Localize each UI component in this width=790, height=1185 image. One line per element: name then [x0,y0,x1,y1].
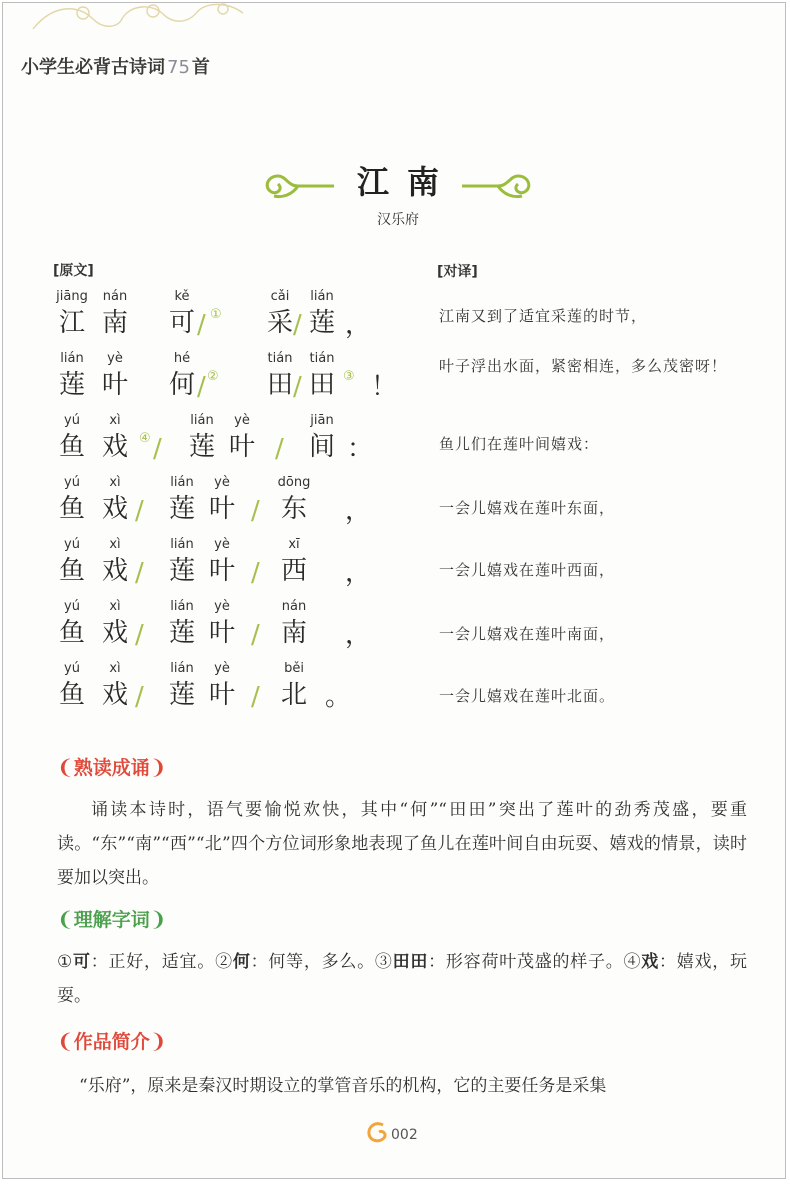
hanzi: 江 [58,308,85,338]
pinyin: yè [214,537,230,552]
translation-line: 鱼儿们在莲叶间嬉戏： [439,435,600,453]
vocab-number: ② [215,952,233,972]
poem-char [98,474,132,526]
hanzi: 戏 [101,556,128,586]
translation-line: 一会儿嬉戏在莲叶南面， [439,625,616,643]
vocab-number: ④ [623,952,642,972]
pinyin: běi [284,661,304,676]
pinyin: lián [310,289,334,304]
left-bracket-icon: ❨ [57,1029,74,1053]
pinyin: hé [173,351,191,366]
poem-char [263,350,297,402]
rhythm-separator: / [197,310,206,340]
hanzi: 叶 [208,618,235,648]
poem-line [55,288,405,350]
poem-line [55,660,405,722]
pinyin: yè [234,413,250,428]
hanzi: 西 [280,556,307,586]
page [2,2,786,1179]
translation-line: 江南又到了适宜采莲的时节， [439,307,648,325]
heading-vocab-text: 理解字词 [73,909,150,931]
vocab-definition: ：正好，适宜。 [90,952,216,972]
poem-char [98,660,132,712]
poem-char [55,598,89,650]
poem-char [225,412,259,464]
right-bracket-icon: ❩ [149,1029,167,1053]
corner-ornament [23,2,253,39]
hanzi: 采 [266,308,293,338]
hanzi: 戏 [101,680,128,710]
poem-char [165,536,199,588]
book-number: 75 [167,57,190,78]
translation-line: 叶子浮出水面，紧密相连，多么茂密呀！ [439,357,728,375]
poem-char [305,412,339,464]
poem-char [55,350,89,402]
hanzi: 叶 [101,370,128,400]
hanzi: 莲 [188,432,215,462]
vocab-word: 戏 [641,952,660,972]
vocab-definition: ：嬉戏，玩耍。 [57,952,748,1006]
pinyin: lián [170,475,194,490]
poem-char [165,660,199,712]
translation-line: 一会儿嬉戏在莲叶北面。 [439,687,616,705]
book-suffix: 首 [191,57,210,78]
heading-reading [57,753,167,780]
pinyin: lián [190,413,214,428]
poem-punctuation: ， [345,310,372,340]
pinyin: jiān [310,413,334,428]
translation-line: 一会儿嬉戏在莲叶东面， [439,499,616,517]
vocab-word: 何 [232,952,251,972]
pinyin: tián [267,351,293,366]
poem-char [98,288,132,340]
poem-char [55,474,89,526]
rhythm-separator: / [153,434,162,464]
book-header [21,53,210,79]
poem-char [165,474,199,526]
poem-char [55,536,89,588]
vocab-number: ③ [374,952,393,972]
rhythm-separator: / [251,682,260,712]
pinyin: lián [170,537,194,552]
pinyin: yú [64,413,80,428]
hanzi: 戏 [101,618,128,648]
poem-char [263,288,297,340]
poem-punctuation: 。 [325,682,352,712]
hanzi: 南 [101,308,128,338]
pinyin: lián [170,599,194,614]
hanzi: 叶 [228,432,255,462]
pinyin: jiāng [56,289,88,304]
poem-char [98,536,132,588]
rhythm-separator: / [251,496,260,526]
pinyin: yú [64,661,80,676]
hanzi: 叶 [208,680,235,710]
pinyin: yú [64,537,80,552]
poem-char [277,474,311,526]
poem-char [305,288,339,340]
pinyin: yè [107,351,123,366]
heading-intro-text: 作品简介 [73,1031,150,1053]
hanzi: 叶 [208,494,235,524]
poem-char [165,288,199,340]
pinyin: xì [109,413,121,428]
poem-char [205,660,239,712]
hanzi: 鱼 [58,556,85,586]
rhythm-separator: / [293,372,302,402]
heading-intro [57,1027,167,1054]
rhythm-separator: / [135,558,144,588]
poem-punctuation: ， [345,558,372,588]
hanzi: 南 [280,618,307,648]
poem-char [98,598,132,650]
right-bracket-icon: ❩ [149,755,167,779]
poem-char [305,350,339,402]
heading-vocab [57,905,167,932]
hanzi: 莲 [168,494,195,524]
poem-line [55,474,405,536]
right-bracket-icon: ❩ [149,907,167,931]
hanzi: 莲 [168,680,195,710]
poem-char [277,598,311,650]
hanzi: 鱼 [58,618,85,648]
pinyin: nán [281,599,307,614]
left-bracket-icon: ❨ [57,755,74,779]
vocab-number: ① [57,952,73,972]
pinyin: lián [170,661,194,676]
rhythm-separator: / [251,558,260,588]
pinyin: yè [214,475,230,490]
right-cloud-ornament [460,171,538,201]
hanzi: 田 [308,370,335,400]
rhythm-separator: / [135,682,144,712]
rhythm-separator: / [135,496,144,526]
footnote-marker: ② [207,369,219,384]
hanzi: 可 [168,308,195,338]
pinyin: yú [64,475,80,490]
hanzi: 鱼 [58,494,85,524]
rhythm-separator: / [135,620,144,650]
pinyin: yú [64,599,80,614]
hanzi: 莲 [308,308,335,338]
poem-char [277,660,311,712]
poem-char [205,536,239,588]
poem-punctuation: ， [345,496,372,526]
poem-char [205,474,239,526]
hanzi: 戏 [101,432,128,462]
poem-line [55,350,405,412]
pinyin: xì [109,475,121,490]
vocab-definition: ：何等，多么。 [250,952,375,972]
rhythm-separator: / [197,372,206,402]
translation-label: [对译] [437,264,478,280]
hanzi: 莲 [58,370,85,400]
rhythm-separator: / [293,310,302,340]
hanzi: 北 [280,680,307,710]
poem-punctuation: ！ [371,372,398,402]
pinyin: tián [309,351,335,366]
footnote-marker: ① [210,307,222,322]
intro-paragraph: “乐府”，原来是秦汉时期设立的掌管音乐的机构，它的主要任务是采集 [79,1076,607,1096]
pinyin: kě [174,289,190,304]
page-number: 002 [391,1127,418,1143]
poem-line [55,598,405,660]
hanzi: 何 [168,370,195,400]
poem-char [205,598,239,650]
hanzi: 间 [308,432,335,462]
vocab-word: 田田 [392,952,429,972]
poem-char [55,412,89,464]
left-bracket-icon: ❨ [57,907,74,931]
pinyin: xì [109,661,121,676]
hanzi: 叶 [208,556,235,586]
page-swirl-icon [365,1119,391,1145]
translation-line: 一会儿嬉戏在莲叶西面， [439,561,616,579]
pinyin: nán [102,289,128,304]
hanzi: 东 [280,494,307,524]
pinyin: lián [60,351,84,366]
rhythm-separator: / [275,434,284,464]
footnote-marker: ④ [139,431,151,446]
pinyin: xī [288,537,300,552]
pinyin: yè [214,599,230,614]
hanzi: 莲 [168,618,195,648]
poem-title: 江南 [356,163,457,201]
poem-title-block [258,153,538,233]
hanzi: 田 [266,370,293,400]
poem-char [185,412,219,464]
pinyin: dōng [277,475,311,490]
hanzi: 鱼 [58,432,85,462]
reading-paragraph: 诵读本诗时，语气要愉悦欢快，其中“何”“田田”突出了莲叶的劲秀茂盛，要重读。“东”“南”“西”“北”四个方位词形象地表现了鱼儿在莲叶间自由玩耍、嬉戏的情景，读时要加以突出。 [57,800,747,888]
poem-char [165,598,199,650]
vocab-word: 可 [73,952,91,972]
poem-char [277,536,311,588]
pinyin: xì [109,537,121,552]
pinyin: yè [214,661,230,676]
poem-char [98,412,132,464]
poem-punctuation: ： [347,434,374,464]
pinyin: cǎi [270,289,290,304]
poem-char [165,350,199,402]
heading-reading-text: 熟读成诵 [73,757,150,779]
hanzi: 戏 [101,494,128,524]
rhythm-separator: / [251,620,260,650]
poem-line [55,536,405,598]
original-label: [原文] [53,263,94,279]
poem-punctuation: ， [345,620,372,650]
footnote-marker: ③ [343,369,355,384]
hanzi: 鱼 [58,680,85,710]
poem-line [55,412,405,474]
poem-author: 汉乐府 [377,212,419,228]
vocab-paragraph [57,945,747,1013]
book-title: 小学生必背古诗词 [21,57,165,78]
poem-char [55,660,89,712]
pinyin: xì [109,599,121,614]
poem-original [55,288,405,722]
hanzi: 莲 [168,556,195,586]
vocab-definition: ：形容荷叶茂盛的样子。 [428,952,624,972]
poem-char [55,288,89,340]
poem-char [98,350,132,402]
